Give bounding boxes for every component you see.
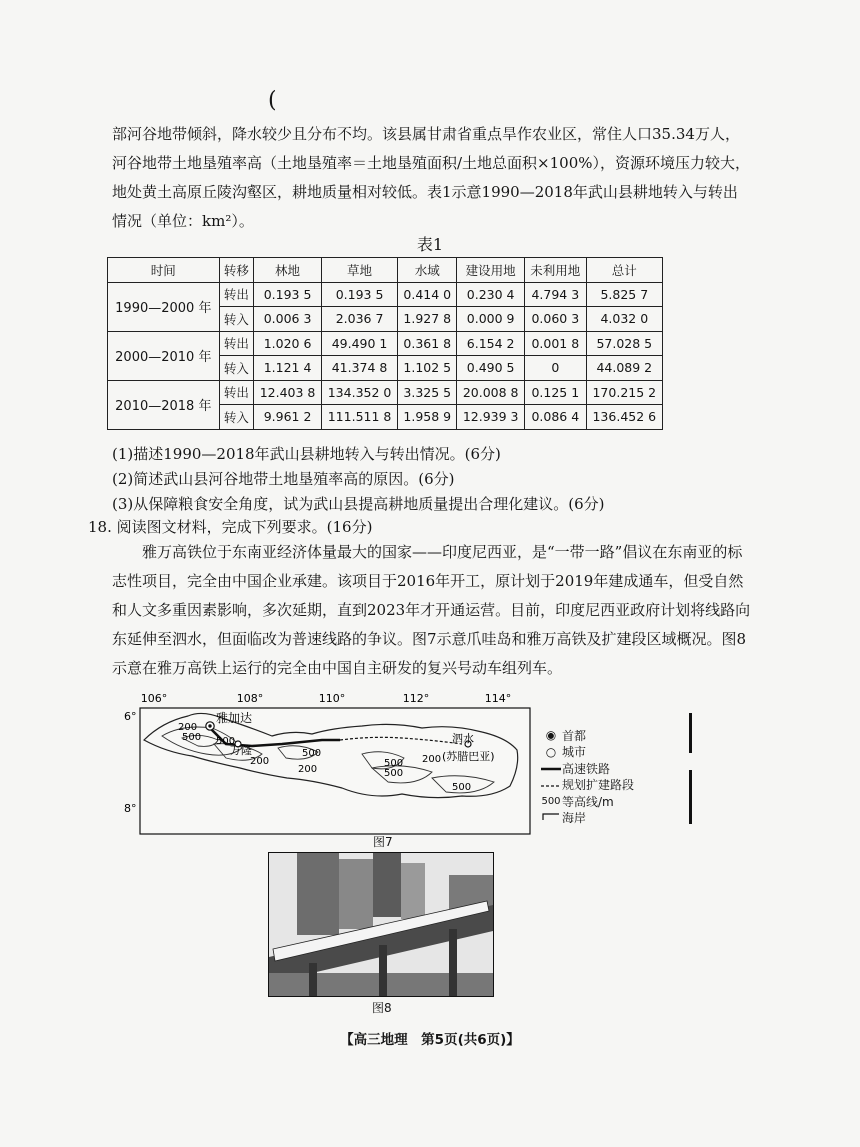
table-caption: 表1 [416,235,444,254]
table-cell: 0.006 3 [254,307,322,332]
transfer-type-cell: 转出 [219,380,254,405]
table-cell: 6.154 2 [457,331,525,356]
header-time: 时间 [108,258,220,283]
lon-label: 112° [402,692,430,705]
city-label-surabaya: 泗水 [452,732,474,745]
legend-coast [540,810,634,827]
table-cell: 20.008 8 [457,380,525,405]
question-list [112,442,752,517]
table-cell: 0.000 9 [457,307,525,332]
table-row [108,282,663,307]
table-cell: 0.125 1 [525,380,587,405]
legend-label: 高速铁路 [562,761,611,776]
contour-label: 200 [422,754,442,765]
table-cell: 0.361 8 [398,331,457,356]
lon-label: 114° [484,692,512,705]
lat-label: 8° [124,802,137,815]
legend-label: 规划扩建路段 [562,778,635,793]
table-cell: 41.374 8 [321,356,397,381]
legend-label: 首都 [562,728,587,743]
question-1: (1)描述1990—2018年武山县耕地转入与转出情况。(6分) [112,445,501,463]
page-footer: 【高三地理 第5页(共6页)】 [340,1032,520,1048]
paragraph-2: 雅万高铁位于东南亚经济体量最大的国家——印度尼西亚，是“一带一路”倡议在东南亚的标志性项目，完全由中国企业承建。该项目于2016年开工，原计划于2019年建成通车，但受自然和人文多重因素影响，多次延期，直到2023年才开通运营。目前，印度尼西亚政府计划将线路向东延伸至泗水，但面临改为普速线路的争议。图7示意爪哇岛和雅万高铁及扩建段区域概况。图8示意在雅万高铁上运行的完全由中国自主研发的复兴号动车组列车。 [112,543,751,677]
capital-marker-dot [208,724,211,727]
legend-label: 海岸 [562,811,587,826]
contour-value: 500 [541,795,561,807]
question-3: (3)从保障粮食安全角度，试为武山县提高耕地质量提出合理化建议。(6分) [112,495,605,513]
farmland-transfer-table [107,257,663,430]
table-cell: 0.414 0 [398,282,457,307]
dashed-line-icon [540,778,562,792]
table-row [108,331,663,356]
scan-edge-mark [689,770,692,824]
table-cell: 0.230 4 [457,282,525,307]
table-cell: 134.352 0 [321,380,397,405]
header-construction: 建设用地 [457,258,525,283]
legend-city [540,744,634,761]
header-grassland: 草地 [321,258,397,283]
table-cell: 0.193 5 [321,282,397,307]
legend-label: 城市 [562,745,587,760]
legend-railway [540,760,634,777]
question-18-title: 18. 阅读图文材料，完成下列要求。(16分) [88,518,373,536]
question-2: (2)简述武山县河谷地带土地垦殖率高的原因。(6分) [112,470,455,488]
train-photo-illustration [269,853,493,996]
train-photo [268,852,494,997]
period-cell: 2000—2010 年 [108,331,220,380]
table-cell: 4.794 3 [525,282,587,307]
table-cell: 0.086 4 [525,405,587,430]
table-cell: 49.490 1 [321,331,397,356]
transfer-type-cell: 转入 [219,356,254,381]
table-cell: 170.215 2 [586,380,662,405]
legend-capital [540,727,634,744]
table-row [108,380,663,405]
transfer-type-cell: 转出 [219,331,254,356]
table-cell: 4.032 0 [586,307,662,332]
table-cell: 2.036 7 [321,307,397,332]
table-cell: 57.028 5 [586,331,662,356]
lon-label: 106° [140,692,168,705]
table-cell: 1.121 4 [254,356,322,381]
header-total: 总计 [586,258,662,283]
city-icon: ○ [545,744,557,759]
transfer-type-cell: 转出 [219,282,254,307]
city-label-surabaya-alt: (苏腊巴亚) [442,750,495,763]
table-cell: 1.958 9 [398,405,457,430]
contour-label: 500 [302,748,322,759]
table-cell: 0.193 5 [254,282,322,307]
header-unused: 未利用地 [525,258,587,283]
table-header-row [108,258,663,283]
java-map [122,688,532,836]
table-cell: 5.825 7 [586,282,662,307]
stray-mark: ( [268,88,277,113]
contour-label: 500 [216,736,236,747]
contour-label: 500 [384,768,404,779]
scan-edge-mark [689,713,692,753]
lat-label: 6° [124,710,137,723]
lon-label: 108° [236,692,264,705]
contour-label: 200 [250,756,270,767]
legend-label: 等高线/m [562,794,614,809]
table-cell: 1.102 5 [398,356,457,381]
railway-line-icon [540,761,562,775]
period-cell: 1990—2000 年 [108,282,220,331]
table-cell: 9.961 2 [254,405,322,430]
table-cell: 3.325 5 [398,380,457,405]
table-cell: 136.452 6 [586,405,662,430]
table-cell: 12.939 3 [457,405,525,430]
figure-7-caption: 图7 [373,835,393,849]
table-cell: 111.511 8 [321,405,397,430]
period-cell: 2010—2018 年 [108,380,220,429]
legend-planned [540,777,634,794]
contour-label: 200 [178,722,198,733]
contour-label: 500 [384,758,404,769]
figure-8-caption: 图8 [372,1001,392,1015]
contour-label: 500 [452,782,472,793]
lon-label: 110° [318,692,346,705]
table-cell: 0.490 5 [457,356,525,381]
table-cell: 0.001 8 [525,331,587,356]
coastline-icon [540,811,562,825]
contour-label: 500 [182,732,202,743]
city-label-bandung: 万隆 [230,744,252,757]
contour-label: 200 [298,764,318,775]
transfer-type-cell: 转入 [219,307,254,332]
table-cell: 1.927 8 [398,307,457,332]
paragraph-1: 部河谷地带倾斜，降水较少且分布不均。该县属甘肃省重点旱作农业区，常住人口35.34万人，河谷地带土地垦殖率高（土地垦殖率＝土地垦殖面积/土地总面积×100%），资源环境压力较大，地处黄土高原丘陵沟壑区，耕地质量相对较低。表1示意1990—2018年武山县耕地转入与转出情况（单位：km²）。 [112,125,751,230]
map-legend [540,727,634,826]
legend-contour [540,793,634,810]
capital-icon: ◉ [545,728,557,743]
transfer-type-cell: 转入 [219,405,254,430]
table-cell: 0 [525,356,587,381]
header-water: 水域 [398,258,457,283]
city-label-jakarta: 雅加达 [216,711,253,725]
table-cell: 0.060 3 [525,307,587,332]
header-forest: 林地 [254,258,322,283]
header-transfer: 转移 [219,258,254,283]
table-cell: 44.089 2 [586,356,662,381]
table-cell: 1.020 6 [254,331,322,356]
table-cell: 12.403 8 [254,380,322,405]
